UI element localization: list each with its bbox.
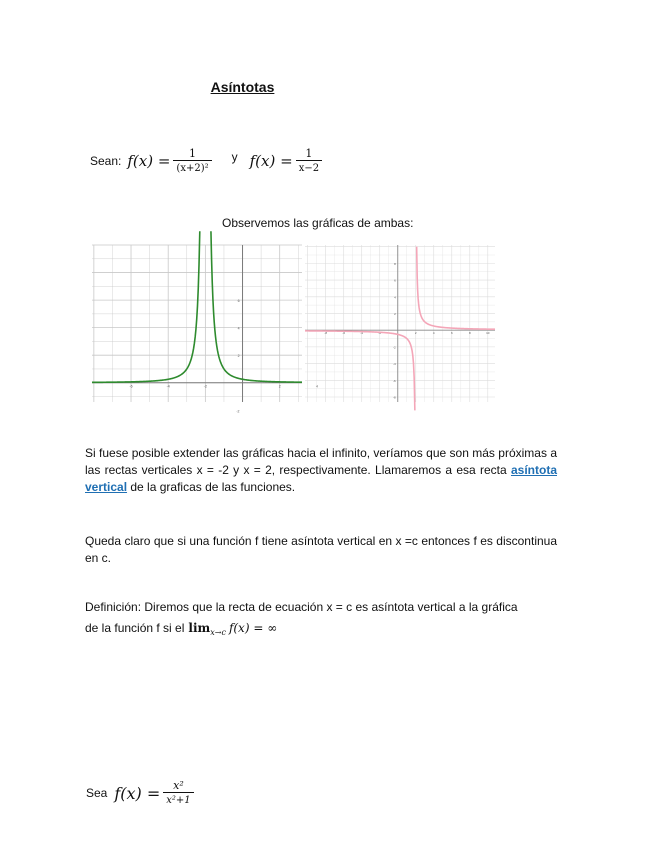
- y-tick-label: -4: [393, 362, 396, 367]
- page-title: Asíntotas: [210, 79, 275, 95]
- curve-right-branch: [211, 231, 302, 382]
- x-tick-label: 6: [450, 331, 453, 336]
- last-function-denominator: x²+1: [163, 792, 193, 807]
- y-tick-label: 2: [237, 354, 240, 359]
- graph-inverse: [305, 245, 495, 402]
- paragraph-1-text-a: Si fuese posible extender las gráficas hacia el infinito, veríamos que son más próximas a las rectas verticales x = -2 y x = 2, respectivamente. Llamaremos a esa recta: [85, 446, 557, 477]
- x-tick-label: 4: [315, 384, 318, 389]
- intro-lead: Sean:: [90, 154, 122, 168]
- x-tick-label: -2: [378, 331, 382, 336]
- x-tick-label: -2: [203, 384, 207, 389]
- last-lead: Sea: [86, 786, 108, 800]
- y-tick-label: 6: [394, 278, 396, 283]
- last-function-numerator: x²: [173, 779, 184, 792]
- x-tick-label: 8: [468, 331, 471, 336]
- last-function-lhs: f(x) =: [114, 783, 161, 803]
- graphs-caption: Observemos las gráficas de ambas:: [222, 216, 414, 230]
- function-1-lhs: f(x) =: [127, 152, 171, 170]
- intro-conjunction: y: [231, 150, 238, 164]
- definition-line-2: [85, 621, 277, 635]
- function-1-denominator: (x+2)²: [173, 160, 211, 175]
- x-tick-label: 2: [278, 384, 281, 389]
- function-2-denominator: x−2: [296, 160, 322, 175]
- y-tick-label: -2: [236, 409, 240, 414]
- paragraph-1-text-b: de la graficas de las funciones.: [127, 480, 296, 494]
- x-tick-label: -6: [129, 384, 133, 389]
- x-tick-label: -4: [166, 384, 170, 389]
- x-tick-label: -4: [360, 331, 364, 336]
- limit-expression: f(x) = ∞: [228, 621, 278, 635]
- last-function: [86, 773, 194, 813]
- definition-line-1: Definición: Diremos que la recta de ecuación x = c es asíntota vertical a la gráfica: [85, 600, 518, 614]
- y-tick-label: -6: [393, 378, 396, 383]
- function-2-numerator: 1: [305, 147, 313, 160]
- x-tick-label: 2: [414, 331, 417, 336]
- x-tick-label: 4: [432, 331, 435, 336]
- curve-left-branch: [92, 231, 200, 382]
- x-tick-label: -8: [324, 331, 328, 336]
- y-tick-label: 8: [394, 261, 396, 266]
- y-tick-label: 6: [237, 299, 240, 304]
- function-1-numerator: 1: [189, 147, 197, 160]
- intro-functions: [90, 143, 322, 179]
- paragraph-vertical-lines: [85, 445, 557, 496]
- limit-subscript: x→c: [210, 628, 226, 637]
- y-tick-label: 2: [394, 311, 396, 316]
- y-tick-label: -8: [393, 395, 396, 400]
- paragraph-discontinuity: Queda claro que si una función f tiene asíntota vertical en x =c entonces f es discontinua en c.: [85, 534, 557, 565]
- last-function-fraction: [163, 779, 193, 807]
- y-tick-label: -2: [393, 345, 396, 350]
- x-tick-label: 10: [486, 331, 490, 336]
- curve-right-branch: [417, 247, 495, 330]
- curve-left-branch: [305, 331, 415, 410]
- graph-inverse-square: [92, 245, 318, 414]
- function-2-fraction: [296, 147, 322, 175]
- definition-line-2-prefix: de la función f si el: [85, 621, 185, 635]
- y-tick-label: 4: [394, 295, 396, 300]
- function-1-fraction: [173, 147, 211, 175]
- x-tick-label: -6: [342, 331, 346, 336]
- limit-symbol: lim: [188, 621, 211, 635]
- y-tick-label: 4: [237, 326, 240, 331]
- function-2-lhs: f(x) =: [249, 152, 293, 170]
- asintota-vertical-link[interactable]: asíntota vertical: [85, 463, 557, 494]
